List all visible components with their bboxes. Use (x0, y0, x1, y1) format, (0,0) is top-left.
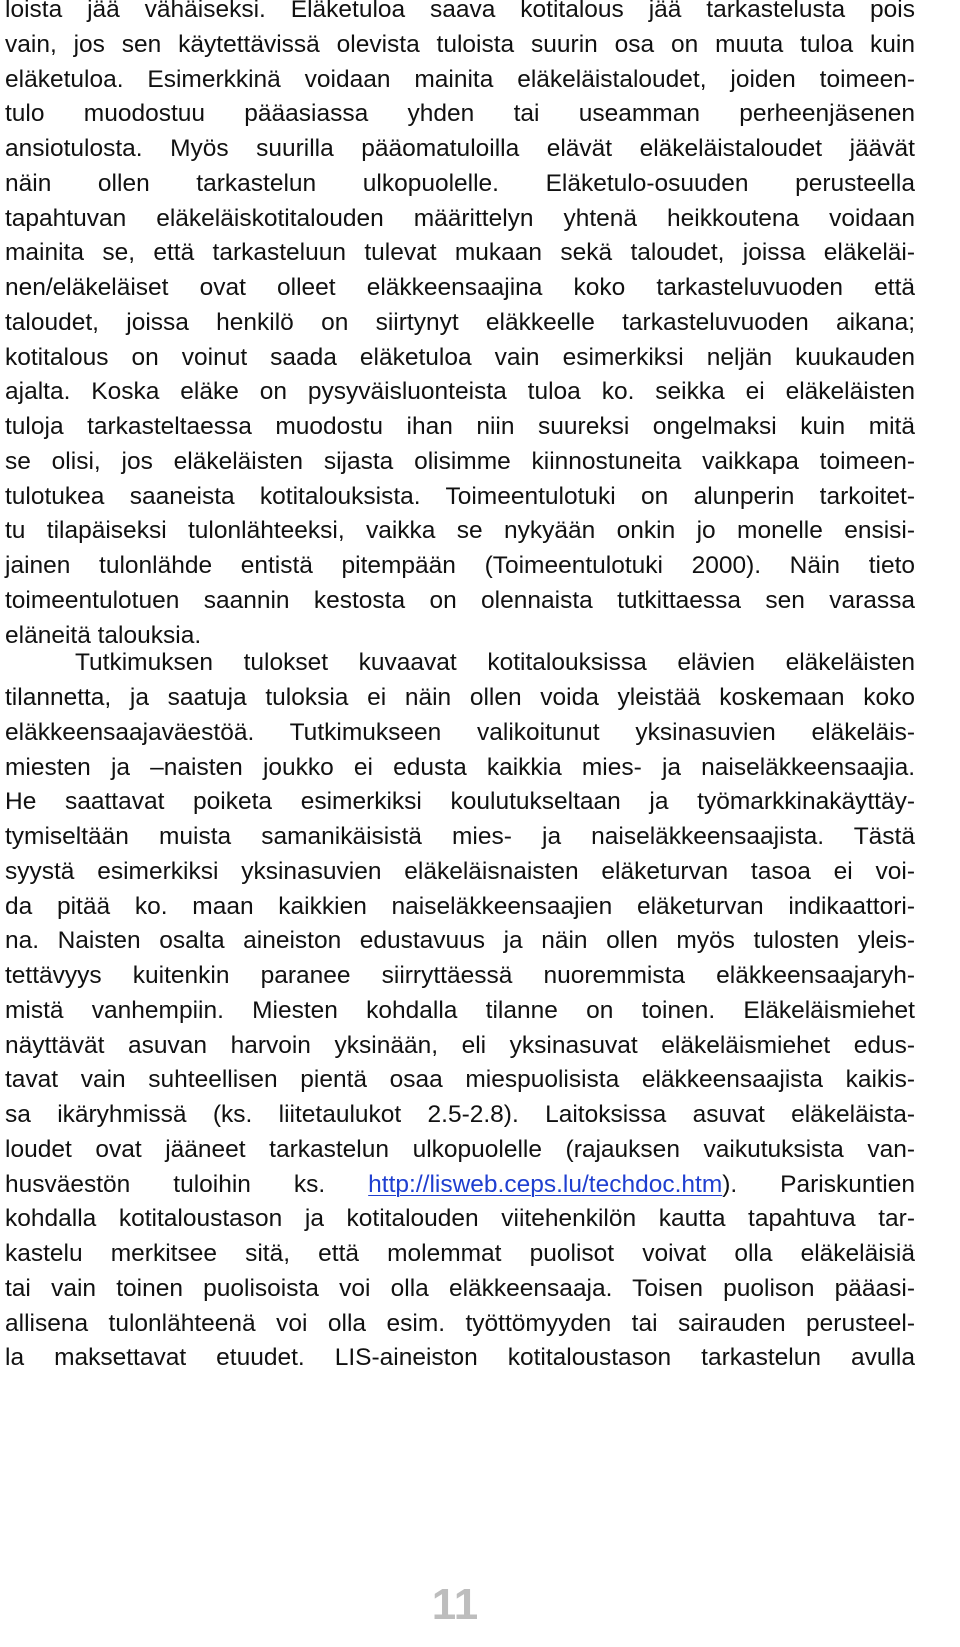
text-line: tilannetta, ja saatuja tuloksia ei näin ollen voida yleistää koskemaan koko (5, 684, 915, 711)
text-line: nen/eläkeläiset ovat olleet eläkkeensaajina koko tarkasteluvuoden että (5, 274, 915, 301)
text-line: taloudet, joissa henkilö on siirtynyt eläkkeelle tarkasteluvuoden aikana; (5, 308, 915, 336)
text-line: vain, jos sen käytettävissä olevista tuloista suurin osa on muuta tuloa kuin (5, 30, 915, 58)
text-line: loista jää vähäiseksi. Eläketuloa saava kotitalous jää tarkastelusta pois (5, 0, 915, 23)
paragraph (5, 646, 915, 1376)
text-line: sa ikäryhmissä (ks. liitetaulukot 2.5-2.8). Laitoksissa asuvat eläkeläista- (5, 1101, 915, 1128)
text-line: tu tilapäiseksi tulonlähteeksi, vaikka se nykyään onkin jo monelle ensisi- (5, 517, 915, 545)
paragraph (5, 0, 915, 653)
text-line: eläketuloa. Esimerkkinä voidaan mainita eläkeläistaloudet, joiden toimeen- (5, 65, 915, 93)
text-line: da pitää ko. maan kaikkien naiseläkkeensaajien eläketurvan indikaattori- (5, 892, 915, 920)
text-line: mistä vanhempiin. Miesten kohdalla tilanne on toinen. Eläkeläismiehet (5, 996, 915, 1024)
text-line: loudet ovat jääneet tarkastelun ulkopuolelle (rajauksen vaikutuksista van- (5, 1135, 915, 1163)
text-line: la maksettavat etuudet. LIS-aineiston kotitaloustason tarkastelun avulla (5, 1344, 915, 1372)
techdoc-link[interactable]: http://lisweb.ceps.lu/techdoc.htm (368, 1170, 723, 1198)
text-line: ajalta. Koska eläke on pysyväisluonteista tuloa ko. seikka ei eläkeläisten (5, 378, 915, 406)
text-line: tavat vain suhteellisen pientä osaa miespuolisista eläkkeensaajista kaikis- (5, 1066, 915, 1094)
page-number: 11 (431, 1580, 479, 1629)
text-line: ansiotulosta. Myös suurilla pääomatuloilla elävät eläkeläistaloudet jäävät (5, 135, 915, 162)
text-line: tuloja tarkasteltaessa muodostu ihan niin suureksi ongelmaksi kuin mitä (5, 413, 915, 440)
text-line: tymiseltään muista samanikäisistä mies- ja naiseläkkeensaajista. Tästä (5, 823, 915, 850)
text-line: tulotukea saaneista kotitalouksista. Toimeentulotuki on alunperin tarkoitet- (5, 482, 915, 510)
text-line: mainita se, että tarkasteluun tulevat mukaan sekä taloudet, joissa eläkeläi- (5, 239, 915, 267)
text-line: toimeentulotuen saannin kestosta on olennaista tutkittaessa sen varassa (5, 586, 915, 614)
text-line: se olisi, jos eläkeläisten sijasta olisimme kiinnostuneita vaikkapa toimeen- (5, 447, 915, 475)
text-line-with-link (5, 1168, 915, 1203)
text-line: na. Naisten osalta aineiston edustavuus ja näin ollen myös tulosten yleis- (5, 927, 915, 955)
text-line: kotitalous on voinut saada eläketuloa vain esimerkiksi neljän kuukauden (5, 343, 915, 371)
text-line: näyttävät asuvan harvoin yksinään, eli yksinasuvat eläkeläismiehet edus- (5, 1031, 915, 1059)
text-line: jainen tulonlähde entistä pitempään (Toimeentulotuki 2000). Näin tieto (5, 552, 915, 579)
text-line: kastelu merkitsee sitä, että molemmat puolisot voivat olla eläkeläisiä (5, 1240, 915, 1267)
body-text (5, 0, 915, 1376)
text-line: tulo muodostuu pääasiassa yhden tai useamman perheenjäsenen (5, 100, 915, 128)
text-line: kohdalla kotitaloustason ja kotitalouden viitehenkilön kautta tapahtuva tar- (5, 1205, 915, 1233)
text-line: miesten ja –naisten joukko ei edusta kaikkia mies- ja naiseläkkeensaajia. (5, 753, 915, 781)
text-line: He saattavat poiketa esimerkiksi koulutukseltaan ja työmarkkinakäyttäy- (5, 788, 915, 816)
text-line: eläneitä talouksia. (5, 621, 202, 649)
link-line-after: ). Pariskuntien (722, 1170, 915, 1198)
text-line: tai vain toinen puolisoista voi olla eläkkeensaaja. Toisen puolison pääasi- (5, 1274, 915, 1302)
text-line: allisena tulonlähteenä voi olla esim. työttömyyden tai sairauden perusteel- (5, 1309, 915, 1337)
text-line: tapahtuvan eläkeläiskotitalouden määrittelyn yhtenä heikkoutena voidaan (5, 204, 915, 232)
link-line-before: husväestön tuloihin ks. (5, 1170, 369, 1198)
text-line: Tutkimuksen tulokset kuvaavat kotitalouksissa elävien eläkeläisten (75, 649, 915, 677)
text-line: tettävyys kuitenkin paranee siirryttäessä nuoremmista eläkkeensaajaryh- (5, 962, 915, 989)
text-line: näin ollen tarkastelun ulkopuolelle. Eläketulo-osuuden perusteella (5, 169, 915, 197)
text-line: eläkkeensaajaväestöä. Tutkimukseen valikoitunut yksinasuvien eläkeläis- (5, 718, 915, 746)
text-line: syystä esimerkiksi yksinasuvien eläkeläisnaisten eläketurvan tasoa ei voi- (5, 857, 915, 885)
